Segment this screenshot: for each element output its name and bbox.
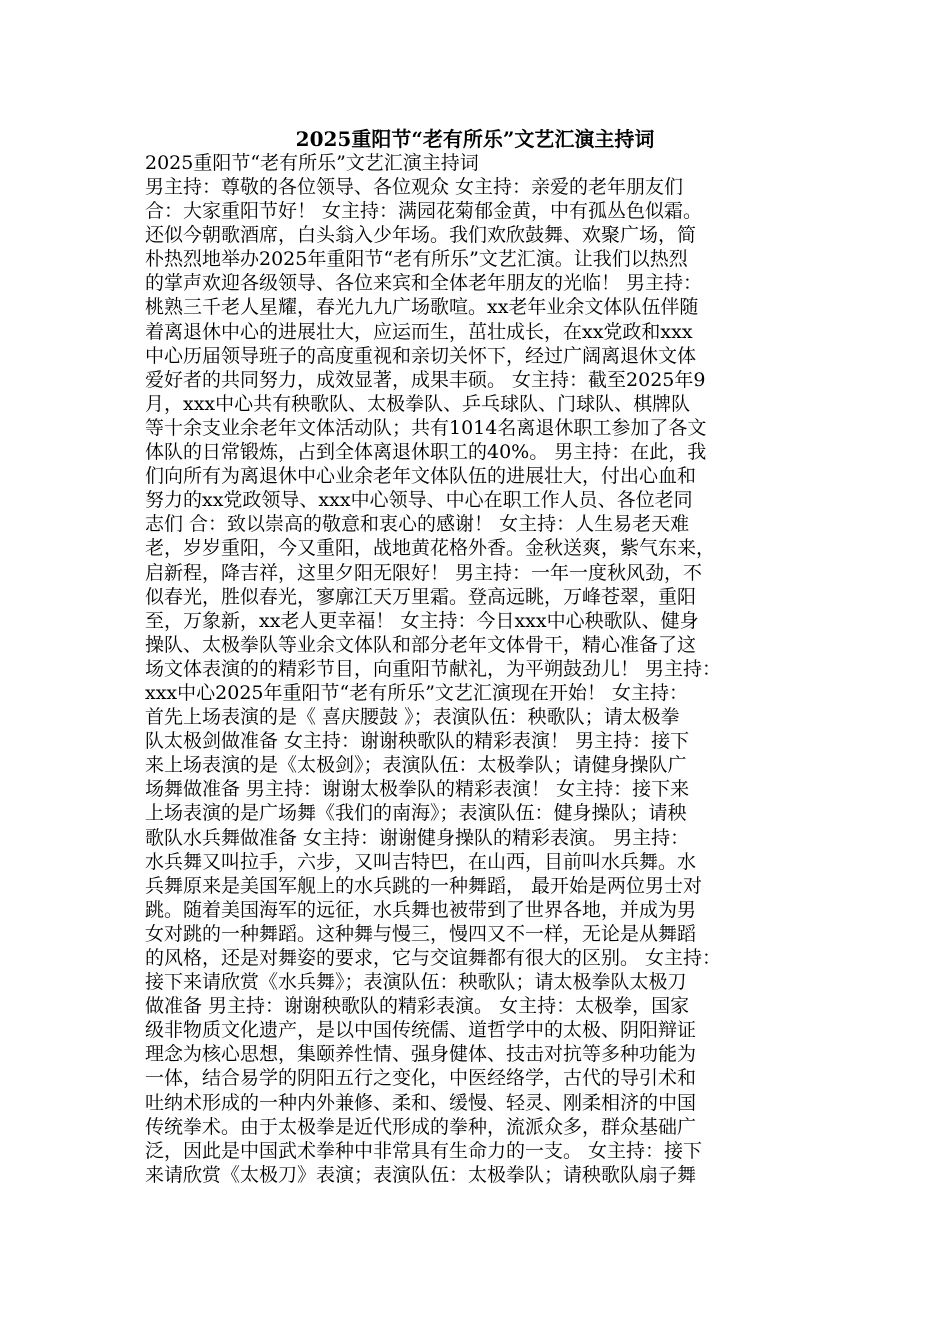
document-subtitle: 2025重阳节“老有所乐”文艺汇演主持词 — [145, 152, 479, 174]
text-line: 传统拳术。由于太极拳是近代形成的拳种，流派众多，群众基础广 — [145, 1115, 697, 1138]
text-line: 吐纳术形成的一种内外兼修、柔和、缓慢、轻灵、刚柔相济的中国 — [145, 1091, 697, 1114]
text-line: 努力的xx党政领导、xxx中心领导、中心在职工作人员、各位老同 — [145, 489, 693, 512]
text-line: 的风格，还是对舞姿的要求，它与交谊舞都有很大的区别。 女主持： — [145, 947, 722, 969]
text-line: 等十余支业余老年文体活动队；共有1014名离退休职工参加了各文 — [145, 416, 707, 439]
document-body — [145, 175, 815, 1187]
text-line: 操队、太极拳队等业余文体队和部分老年文体骨干，精心准备了这 — [145, 633, 697, 656]
text-line: 老，岁岁重阳，今又重阳，战地黄花格外香。金秋送爽，紫气东来， — [145, 537, 716, 560]
text-line: 首先上场表演的是《 喜庆腰鼓 》；表演队伍：秧歌队；请太极拳 — [145, 706, 680, 729]
text-line: 队太极剑做准备 女主持：谢谢秧歌队的精彩表演！ 男主持：接下 — [145, 730, 690, 753]
text-line: 月，xxx中心共有秧歌队、太极拳队、乒乓球队、门球队、棋牌队 — [145, 392, 691, 415]
text-line: 的掌声欢迎各级领导、各位来宾和全体老年朋友的光临！ 男主持： — [145, 272, 703, 295]
text-line: 男主持：尊敬的各位领导、各位观众 女主持：亲爱的老年朋友们 — [145, 176, 684, 198]
text-line: 体队的日常锻炼，占到全体离退休职工的40%。 男主持：在此，我 — [145, 441, 707, 464]
document-title: 2025重阳节“老有所乐”文艺汇演主持词 — [295, 127, 655, 151]
text-line: xxx中心2025年重阳节“老有所乐”文艺汇演现在开始！ 女主持： — [145, 681, 688, 704]
text-line: 朴热烈地举办2025年重阳节“老有所乐”文艺汇演。让我们以热烈 — [145, 248, 688, 271]
text-line: 似春光，胜似春光，寥廓江天万里霜。登高远眺，万峰苍翠，重阳 — [145, 585, 697, 608]
text-line: 级非物质文化遗产，是以中国传统儒、道哲学中的太极、阴阳辩证 — [145, 1019, 697, 1042]
text-line: 还似今朝歌酒席，白头翁入少年场。我们欢欣鼓舞、欢聚广场，简 — [145, 224, 697, 247]
text-line: 来上场表演的是《太极剑》；表演队伍：太极拳队；请健身操队广 — [145, 754, 687, 777]
text-line: 兵舞原来是美国军舰上的水兵跳的一种舞蹈， 最开始是两位男士对 — [145, 874, 703, 897]
text-line: 歌队水兵舞做准备 女主持：谢谢健身操队的精彩表演。 男主持： — [145, 826, 690, 849]
text-line: 来请欣赏《太极刀》表演；表演队伍：太极拳队；请秧歌队扇子舞 — [145, 1163, 697, 1186]
text-line: 水兵舞又叫拉手，六步，又叫吉特巴，在山西，目前叫水兵舞。水 — [145, 850, 697, 873]
text-line: 理念为核心思想，集颐养性情、强身健体、技击对抗等多种功能为 — [145, 1043, 697, 1066]
text-line: 做准备 男主持：谢谢秧歌队的精彩表演。 女主持：太极拳，国家 — [145, 995, 690, 1018]
text-line: 中心历届领导班子的高度重视和亲切关怀下，经过广阔离退休文体 — [145, 344, 697, 367]
text-line: 一体，结合易学的阴阳五行之变化，中医经络学，古代的导引术和 — [145, 1067, 697, 1090]
text-line: 着离退休中心的进展壮大，应运而生，茁壮成长，在xx党政和xxx — [145, 320, 693, 343]
text-line: 至，万象新，xx老人更幸福！ 女主持：今日xxx中心秧歌队、健身 — [145, 609, 699, 632]
text-line: 泛，因此是中国武术拳种中非常具有生命力的一支。 女主持：接下 — [145, 1139, 703, 1162]
text-line: 们向所有为离退休中心业余老年文体队伍的进展壮大，付出心血和 — [145, 465, 697, 488]
text-line: 接下来请欣赏《水兵舞》；表演队伍：秧歌队；请太极拳队太极刀 — [145, 971, 687, 994]
text-line: 上场表演的是广场舞《我们的南海》；表演队伍：健身操队；请秧 — [145, 802, 687, 825]
text-line: 启新程，降吉祥，这里夕阳无限好！ 男主持：一年一度秋风劲，不 — [145, 561, 703, 584]
text-line: 桃熟三千老人星耀，春光九九广场歌喧。xx老年业余文体队伍伴随 — [145, 296, 699, 319]
text-line: 场舞做准备 男主持：谢谢太极拳队的精彩表演！ 女主持：接下来 — [145, 778, 690, 801]
text-line: 合：大家重阳节好！ 女主持：满园花菊郁金黄，中有孤丛色似霜。 — [145, 200, 703, 223]
text-line: 场文体表演的的精彩节目，向重阳节献礼，为平朔鼓劲儿！ 男主持： — [145, 657, 722, 680]
text-line: 爱好者的共同努力，成效显著，成果丰硕。 女主持：截至2025年9 — [145, 368, 706, 391]
text-line: 志们 合：致以崇高的敬意和衷心的感谢！ 女主持：人生易老天难 — [145, 513, 690, 536]
text-line: 跳。随着美国海军的远征，水兵舞也被带到了世界各地，并成为男 — [145, 898, 697, 921]
text-line: 女对跳的一种舞蹈。这种舞与慢三，慢四又不一样，无论是从舞蹈 — [145, 922, 697, 945]
